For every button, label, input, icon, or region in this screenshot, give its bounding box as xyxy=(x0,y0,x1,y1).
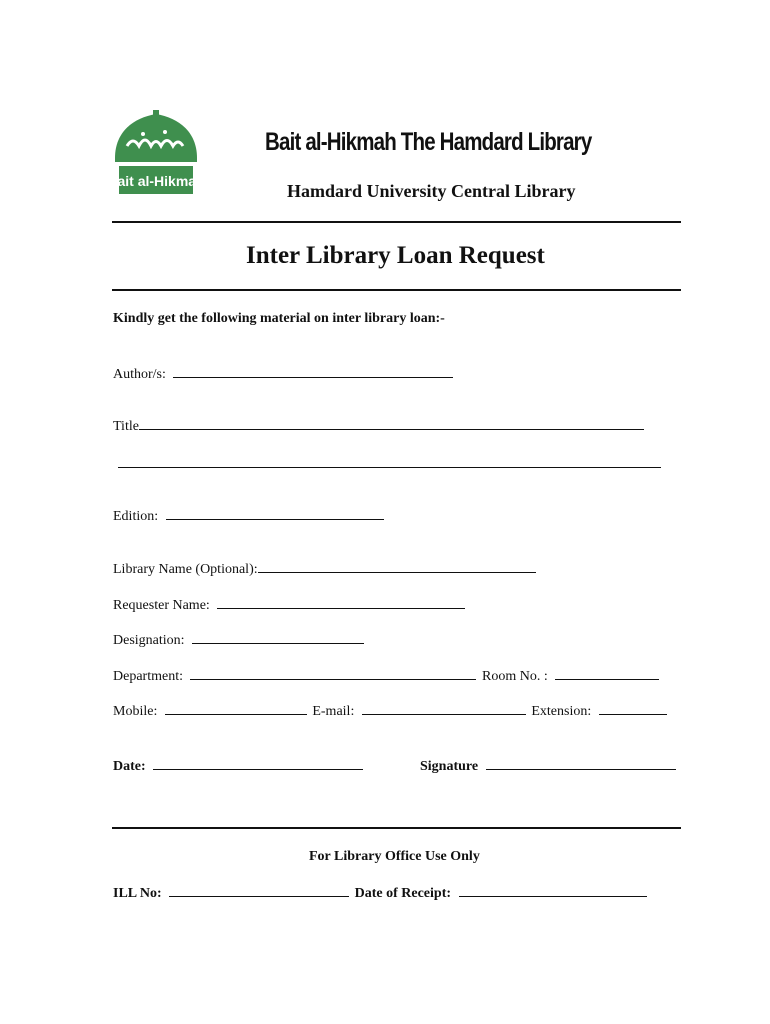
date-label: Date: xyxy=(113,759,146,774)
divider-top xyxy=(112,221,681,223)
signature-row xyxy=(420,758,676,775)
ill-no-field[interactable] xyxy=(169,885,349,897)
title-label: Title xyxy=(113,419,139,434)
edition-row xyxy=(113,508,384,525)
divider-title xyxy=(112,289,681,291)
requester-name-field[interactable] xyxy=(217,597,465,609)
designation-row xyxy=(113,632,364,649)
room-no-label: Room No. : xyxy=(481,669,548,684)
logo-text: Bait al-Hikmah xyxy=(107,173,205,189)
email-field[interactable] xyxy=(362,703,526,715)
date-row xyxy=(113,758,363,775)
email-label: E-mail: xyxy=(312,704,355,719)
requester-row xyxy=(113,597,465,614)
title-row xyxy=(113,418,644,435)
designation-label: Designation: xyxy=(113,633,185,648)
title-field[interactable] xyxy=(139,418,644,430)
library-logo xyxy=(107,110,205,196)
room-no-field[interactable] xyxy=(555,668,659,680)
library-name-row xyxy=(113,561,536,578)
authors-label: Author/s: xyxy=(113,367,166,382)
edition-field[interactable] xyxy=(166,508,384,520)
signature-label: Signature xyxy=(420,759,479,774)
extension-field[interactable] xyxy=(599,703,667,715)
title-field-continued[interactable] xyxy=(118,467,661,468)
office-row xyxy=(113,885,647,902)
date-of-receipt-label: Date of Receipt: xyxy=(354,886,452,901)
edition-label: Edition: xyxy=(113,509,159,524)
designation-field[interactable] xyxy=(192,632,364,644)
form-title: Inter Library Loan Request xyxy=(246,242,545,269)
library-name-label: Library Name (Optional): xyxy=(113,562,258,577)
department-field[interactable] xyxy=(190,668,476,680)
signature-field[interactable] xyxy=(486,758,676,770)
mobile-label: Mobile: xyxy=(113,704,158,719)
department-row xyxy=(113,668,659,685)
authors-row xyxy=(113,366,453,383)
org-title: Bait al-Hikmah The Hamdard Library xyxy=(265,128,592,156)
authors-field[interactable] xyxy=(173,366,453,378)
department-label: Department: xyxy=(113,669,183,684)
library-name-field[interactable] xyxy=(258,561,536,573)
ill-no-label: ILL No: xyxy=(113,886,162,901)
date-of-receipt-field[interactable] xyxy=(459,885,647,897)
form-intro: Kindly get the following material on inter library loan:- xyxy=(113,311,445,326)
date-field[interactable] xyxy=(153,758,363,770)
requester-name-label: Requester Name: xyxy=(113,598,210,613)
office-use-heading: For Library Office Use Only xyxy=(309,849,480,864)
divider-office xyxy=(112,827,681,829)
contact-row xyxy=(113,703,667,720)
mobile-field[interactable] xyxy=(165,703,307,715)
org-subtitle: Hamdard University Central Library xyxy=(287,181,576,201)
extension-label: Extension: xyxy=(531,704,592,719)
